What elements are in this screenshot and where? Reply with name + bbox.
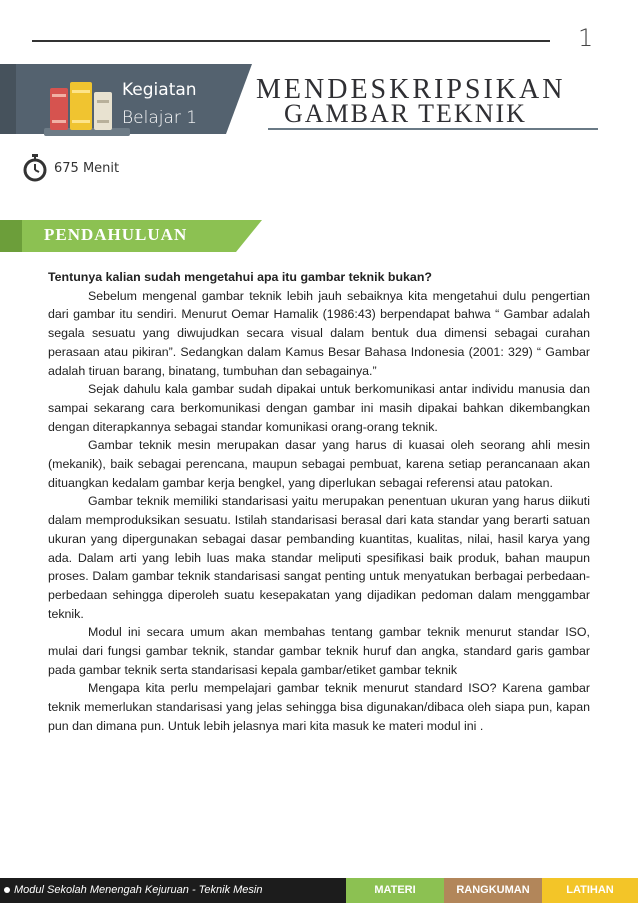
belajar-label: Belajar 1 [122,108,198,128]
body-text [48,268,590,736]
stopwatch-icon [22,154,48,182]
chapter-title-line2: GAMBAR TEKNIK [284,99,527,128]
books-icon [42,80,132,138]
paragraph: Modul ini secara umum akan membahas tentang gambar teknik menurut standar ISO, mulai dari fungsi gambar teknik, standar gambar teknik huruf dan angka, standard garis gambar pada gambar teknik serta standarisasi kepala gambar/etiket gambar teknik [48,625,590,677]
footer-bar [0,878,638,903]
paragraph: Gambar teknik mesin merupakan dasar yang harus di kuasai oleh seorang ahli mesin (mekanik), baik sebagai perencana, maupun sebagai pembuat, karena setiap perancanaan akan dituangkan kedalam gambar kerja bengkel, yang diperlukan sebagai referensi atau patokan. [48,438,590,490]
top-rule [32,40,550,42]
section-title: PENDAHULUAN [44,225,188,244]
title-underline [268,128,598,130]
paragraph: Sebelum mengenal gambar teknik lebih jauh sebaiknya kita mengetahui dulu pengertian dari gambar itu sendiri. Menurut Oemar Hamalik (1986:43) berpendapat bahwa “ Gambar adalah segala sesuatu yang diwujudkan secara visual dalam bentuk dua dimensi sebagai curahan perasaan atau pikiran”. Sedangkan dalam Kamus Besar Bahasa Indonesia (2001: 329) “ Gambar adalah tiruan barang, binatang, tumbuhan dan sebagainya.” [48,288,590,378]
page-number: 1 [578,24,594,52]
paragraph: Mengapa kita perlu mempelajari gambar teknik menurut standard ISO? Karena gambar teknik memerlukan standarisasi yang jelas sehingga bisa digunakan/dibaca oleh siapa pun, kapan pun dan dimana pun. Untuk lebih jelasnya mari kita masuk ke materi modul ini . [48,681,590,733]
tab-rangkuman[interactable]: RANGKUMAN [444,878,542,903]
paragraph: Sejak dahulu kala gambar sudah dipakai untuk berkomunikasi antar individu manusia dan sampai sekarang cara berkomunikasi dengan gambar ini masih dipakai bahkan dikembangkan dengan diterapkannya sebagai standar komunikasi orang-orang teknik. [48,382,590,434]
bullet-icon [4,887,10,893]
chapter-title-line1: MENDESKRIPSIKAN [256,74,566,105]
kegiatan-label: Kegiatan [122,80,197,100]
duration-text: 675 Menit [54,161,120,176]
module-label-text: Modul Sekolah Menengah Kejuruan - Teknik Mesin [14,884,263,896]
paragraph: Gambar teknik memiliki standarisasi yaitu merupakan penentuan ukuran yang harus diikuti dalam memproduksikan sesuatu. Istilah standarisasi berasal dari kata standar yang berarti satuan ukuran yang dipergunakan sebagai dasar pembanding kuantitas, kualitas, nilai, hasil karya yang ada. Dalam arti yang lebih luas maka standar meliputi spesifikasi baik produk, bahan maupun proses. Dalam gambar teknik standarisasi sangat penting untuk menyatukan berbagai perbedaan-perbedaan sehingga diperoleh suatu kesepakatan yang dijadikan pedoman dalam menggambar teknik. [48,494,590,621]
tab-latihan[interactable]: LATIHAN [542,878,638,903]
tab-materi[interactable]: MATERI [346,878,444,903]
footer-module-label [0,878,346,903]
lead-question: Tentunya kalian sudah mengetahui apa itu gambar teknik bukan? [48,270,432,284]
